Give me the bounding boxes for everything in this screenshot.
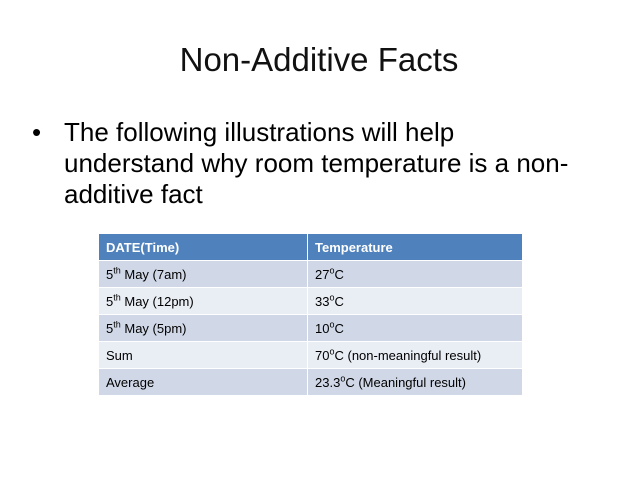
- bullet-icon: •: [32, 117, 42, 147]
- table-header-row: [99, 234, 523, 261]
- temperature-cell: [308, 342, 523, 369]
- temp-value: 23.3: [315, 374, 341, 390]
- date-cell: [99, 261, 308, 288]
- temp-value: 70: [315, 347, 330, 363]
- bullet-item: [32, 117, 602, 210]
- degree-symbol: o: [340, 373, 346, 384]
- day-ordinal: th: [113, 319, 121, 330]
- temp-unit: C: [334, 293, 344, 309]
- header-date: DATE(Time): [99, 234, 308, 261]
- average-label: Average: [99, 369, 308, 396]
- header-temperature: Temperature: [308, 234, 523, 261]
- degree-symbol: o: [329, 346, 335, 357]
- temp-unit: C (Meaningful result): [345, 374, 466, 390]
- temp-value: 33: [315, 293, 330, 309]
- temp-unit: C (non-meaningful result): [334, 347, 482, 363]
- degree-symbol: o: [329, 265, 335, 276]
- temp-unit: C: [334, 320, 344, 336]
- date-remainder: May (12pm): [120, 293, 194, 309]
- slide-title: Non-Additive Facts: [179, 41, 459, 78]
- day-number: 5: [106, 293, 114, 309]
- temp-value: 10: [315, 320, 330, 336]
- temperature-table: [98, 233, 523, 396]
- table-row: [99, 342, 523, 369]
- bullet-text: The following illustrations will help understand why room temperature is a non-additive fact: [64, 117, 569, 209]
- degree-symbol: o: [329, 292, 335, 303]
- day-number: 5: [106, 266, 114, 282]
- temperature-cell: [308, 315, 523, 342]
- table-row: [99, 315, 523, 342]
- temperature-cell: [308, 288, 523, 315]
- degree-symbol: o: [329, 319, 335, 330]
- date-remainder: May (5pm): [120, 320, 187, 336]
- day-number: 5: [106, 320, 114, 336]
- temp-unit: C: [334, 266, 344, 282]
- temp-value: 27: [315, 266, 330, 282]
- table-row: [99, 369, 523, 396]
- table-row: [99, 261, 523, 288]
- date-remainder: May (7am): [120, 266, 187, 282]
- date-cell: [99, 288, 308, 315]
- table-row: [99, 288, 523, 315]
- date-cell: [99, 315, 308, 342]
- sum-label: Sum: [99, 342, 308, 369]
- day-ordinal: th: [113, 292, 121, 303]
- day-ordinal: th: [113, 265, 121, 276]
- temperature-cell: [308, 369, 523, 396]
- temperature-cell: [308, 261, 523, 288]
